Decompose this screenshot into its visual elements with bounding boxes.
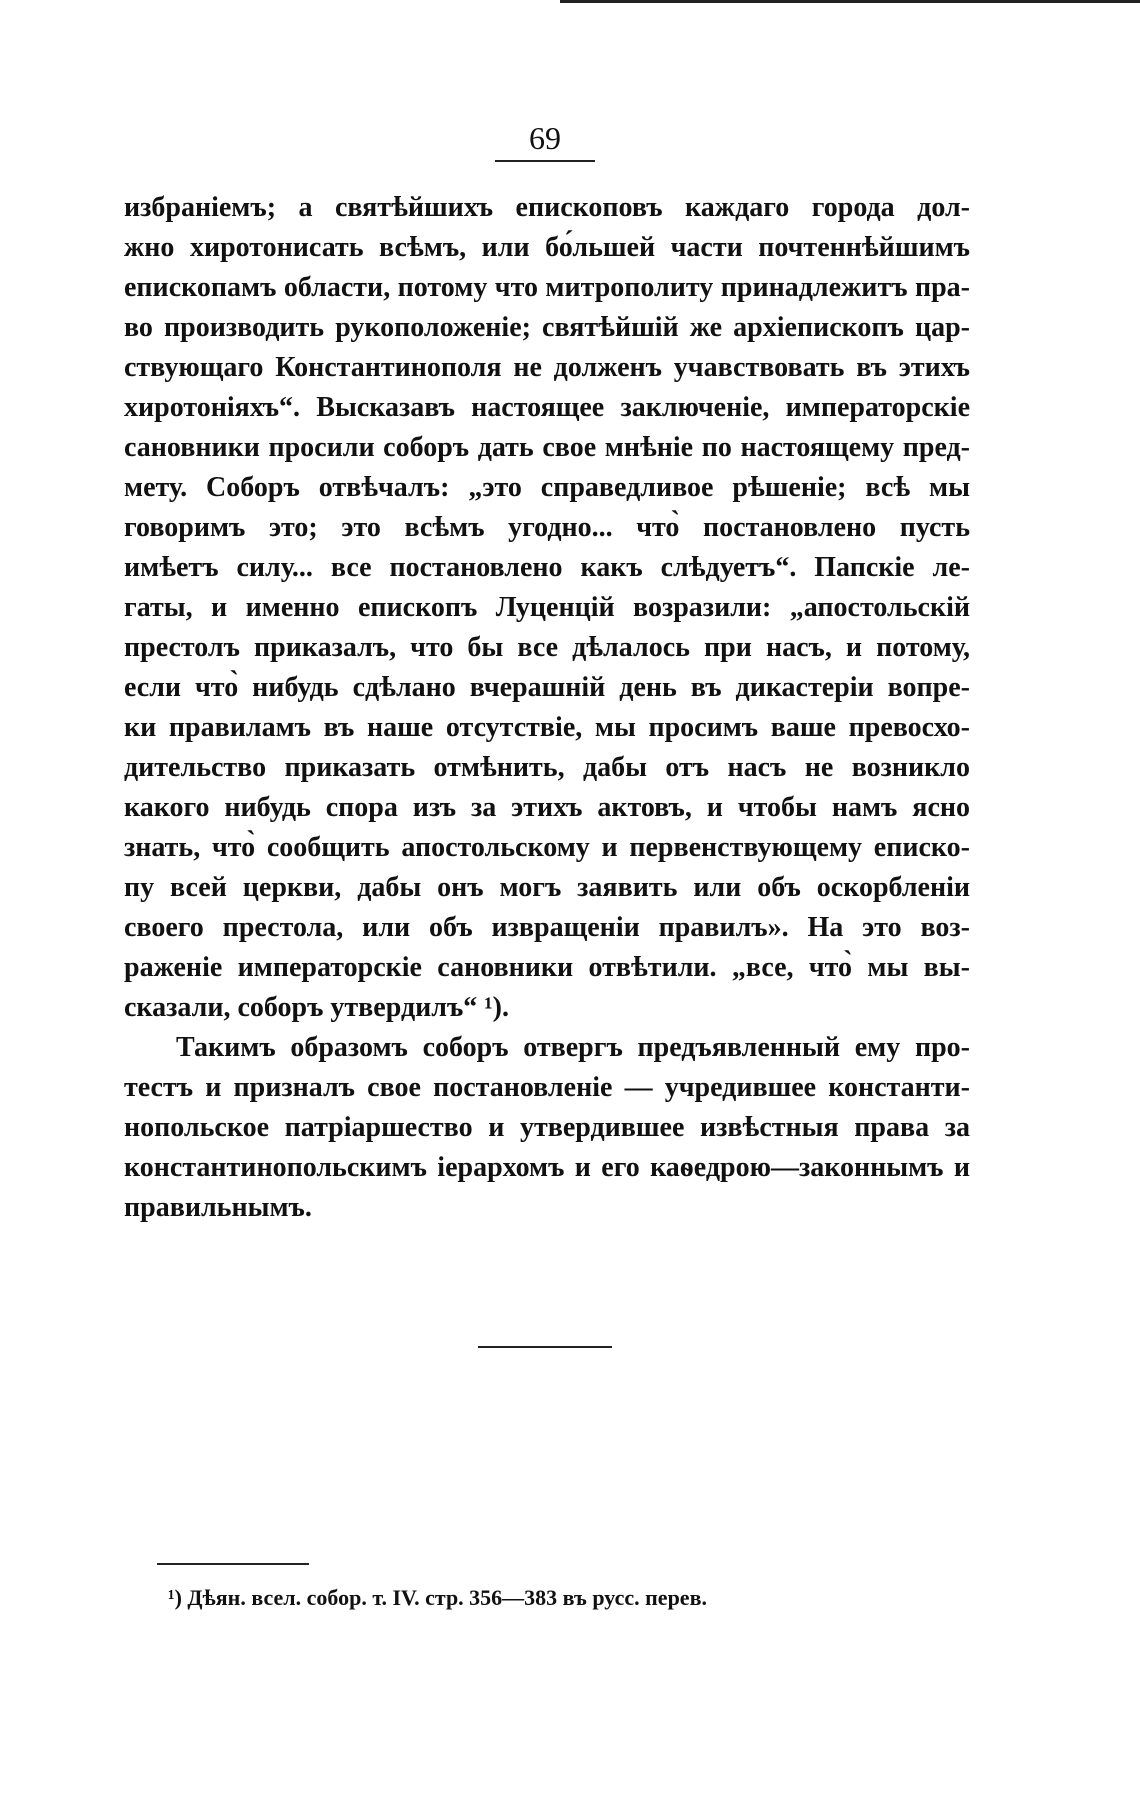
text-line: если что̀ нибудь сдѣлано вчерашній день въ дикастеріи вопре- bbox=[124, 672, 970, 703]
text-line: тестъ и призналъ свое постановленіе — учредившее константи- bbox=[124, 1072, 970, 1103]
text-line: своего престола, или объ извращеніи правилъ». На это воз- bbox=[124, 912, 970, 943]
top-edge-rule bbox=[560, 0, 1140, 3]
text-line: сановники просили соборъ дать свое мнѣніе по настоящему пред- bbox=[124, 432, 970, 463]
text-line: мету. Соборъ отвѣчалъ: „это справедливое рѣшеніе; всѣ мы bbox=[124, 472, 970, 503]
footnote: ¹) Дѣян. всел. собор. т. IV. стр. 356—383 въ русс. перев. bbox=[168, 1585, 707, 1610]
text-line: какого нибудь спора изъ за этихъ актовъ, и чтобы намъ ясно bbox=[124, 792, 970, 823]
text-line: во производить рукоположеніе; святѣйшій же архіепископъ цар- bbox=[124, 312, 970, 343]
text-line: раженіе императорскіе сановники отвѣтили. „все, что̀ мы вы- bbox=[124, 952, 970, 983]
text-line: сказали, соборъ утвердилъ“ ¹). bbox=[124, 992, 509, 1023]
page-number: 69 bbox=[529, 120, 561, 156]
page-number-underline bbox=[495, 160, 595, 162]
main-text bbox=[124, 188, 970, 1228]
paragraph bbox=[124, 188, 970, 1028]
text-line: гаты, и именно епископъ Луценцій возразили: „апостольскій bbox=[124, 592, 970, 623]
text-line: знать, что̀ сообщить апостольскому и первенствующему еписко- bbox=[124, 832, 970, 863]
text-line: правильнымъ. bbox=[124, 1192, 312, 1223]
text-line: хиротоніяхъ“. Высказавъ настоящее заключеніе, императорскіе bbox=[124, 392, 970, 423]
text-line: говоримъ это; это всѣмъ угодно... что̀ постановлено пусть bbox=[124, 512, 970, 543]
text-line: избраніемъ; а святѣйшихъ епископовъ каждаго города дол- bbox=[124, 192, 970, 223]
text-line: нопольское патріаршество и утвердившее извѣстныя права за bbox=[124, 1112, 970, 1143]
text-line: имѣетъ силу... все постановлено какъ слѣдуетъ“. Папскіе ле- bbox=[124, 552, 970, 583]
text-line: константинопольскимъ іерархомъ и его каѳедрою—законнымъ и bbox=[124, 1152, 970, 1183]
text-line: жно хиротонисать всѣмъ, или бо́льшей части почтеннѣйшимъ bbox=[124, 232, 970, 263]
text-line: пу всей церкви, дабы онъ могъ заявить или объ оскорбленіи bbox=[124, 872, 970, 903]
paragraph bbox=[124, 1028, 970, 1228]
section-end-rule bbox=[478, 1346, 612, 1348]
text-line: Такимъ образомъ соборъ отвергъ предъявленный ему про- bbox=[176, 1032, 970, 1063]
text-line: епископамъ области, потому что митрополиту принадлежитъ пра- bbox=[124, 272, 970, 303]
text-line: престолъ приказалъ, что бы все дѣлалось при насъ, и потому, bbox=[124, 632, 970, 663]
footnote-separator bbox=[157, 1563, 309, 1565]
text-line: дительство приказать отмѣнить, дабы отъ насъ не возникло bbox=[124, 752, 970, 783]
text-line: ствующаго Константинополя не долженъ учавствовать въ этихъ bbox=[124, 352, 970, 383]
text-line: ки правиламъ въ наше отсутствіе, мы просимъ ваше превосхо- bbox=[124, 712, 970, 743]
